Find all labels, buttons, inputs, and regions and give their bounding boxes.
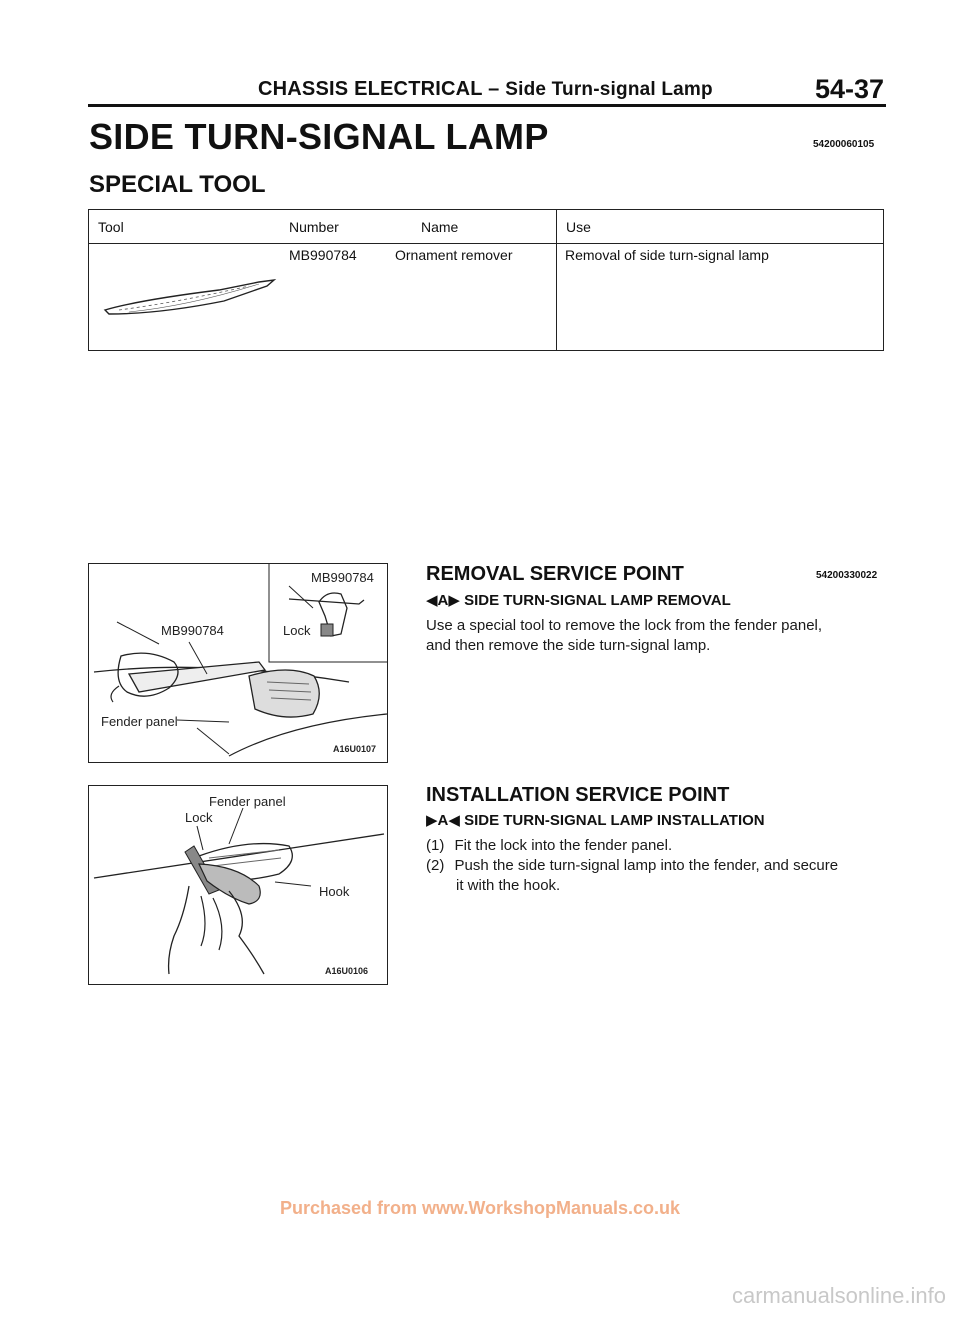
watermark: carmanualsonline.info bbox=[731, 1283, 946, 1308]
special-tool-heading: SPECIAL TOOL bbox=[89, 171, 266, 198]
install-figure-code: A16U0106 bbox=[325, 966, 369, 976]
label-tool-top: MB990784 bbox=[311, 570, 374, 585]
label-tool-left: MB990784 bbox=[161, 623, 224, 638]
footer-purchase-notice: Purchased from www.WorkshopManuals.co.uk bbox=[279, 1198, 681, 1218]
column-header-use: Use bbox=[566, 219, 591, 235]
step-1-number: (1) bbox=[426, 837, 445, 854]
step-1-text: Fit the lock into the fender panel. bbox=[454, 837, 673, 854]
running-header bbox=[258, 78, 713, 101]
installation-step-2 bbox=[426, 856, 896, 876]
removal-code: 54200330022 bbox=[816, 570, 878, 581]
page-title: SIDE TURN-SIGNAL LAMP bbox=[89, 116, 549, 157]
tool-use: Removal of side turn-signal lamp bbox=[565, 247, 769, 263]
installation-marker: ▶A◀ bbox=[426, 812, 460, 829]
table-header-divider bbox=[89, 243, 883, 244]
step-2-number: (2) bbox=[426, 857, 445, 874]
removal-illustration bbox=[89, 564, 387, 762]
removal-text bbox=[426, 616, 886, 656]
header-section: CHASSIS ELECTRICAL bbox=[258, 78, 483, 100]
tool-number: MB990784 bbox=[289, 247, 357, 263]
label-fender-panel: Fender panel bbox=[101, 714, 178, 729]
step-2-text: Push the side turn-signal lamp into the fender, and secure bbox=[454, 857, 839, 874]
column-header-number: Number bbox=[289, 219, 339, 235]
removal-figure bbox=[88, 563, 388, 763]
install-label-fender: Fender panel bbox=[209, 794, 286, 809]
title-code: 54200060105 bbox=[813, 139, 875, 150]
figure-code: A16U0107 bbox=[333, 744, 377, 754]
removal-heading: REMOVAL SERVICE POINT bbox=[426, 563, 684, 585]
page-number: 54-37 bbox=[815, 74, 885, 104]
installation-step-1 bbox=[426, 836, 886, 856]
removal-text-line1: Use a special tool to remove the lock from the fender panel, bbox=[426, 617, 823, 634]
removal-marker: ◀A▶ bbox=[426, 592, 460, 609]
column-header-tool: Tool bbox=[98, 219, 124, 235]
installation-step-2-continued: it with the hook. bbox=[456, 877, 561, 894]
special-tool-table bbox=[88, 209, 884, 351]
header-divider bbox=[88, 104, 886, 107]
installation-figure bbox=[88, 785, 388, 985]
header-subsection: Side Turn-signal Lamp bbox=[505, 79, 713, 100]
table-column-divider bbox=[556, 210, 557, 350]
tool-name: Ornament remover bbox=[395, 247, 513, 263]
removal-text-line2: and then remove the side turn-signal lamp. bbox=[426, 637, 711, 654]
label-lock: Lock bbox=[283, 623, 311, 638]
installation-subheading bbox=[426, 811, 765, 829]
install-label-lock: Lock bbox=[185, 810, 213, 825]
install-label-hook: Hook bbox=[319, 884, 350, 899]
installation-heading: INSTALLATION SERVICE POINT bbox=[426, 784, 730, 806]
installation-subheading-text: SIDE TURN-SIGNAL LAMP INSTALLATION bbox=[464, 812, 765, 829]
ornament-remover-tool-image bbox=[99, 270, 289, 320]
removal-subheading bbox=[426, 591, 731, 609]
column-header-name: Name bbox=[421, 219, 459, 235]
header-dash: – bbox=[488, 78, 500, 100]
removal-subheading-text: SIDE TURN-SIGNAL LAMP REMOVAL bbox=[464, 592, 731, 609]
